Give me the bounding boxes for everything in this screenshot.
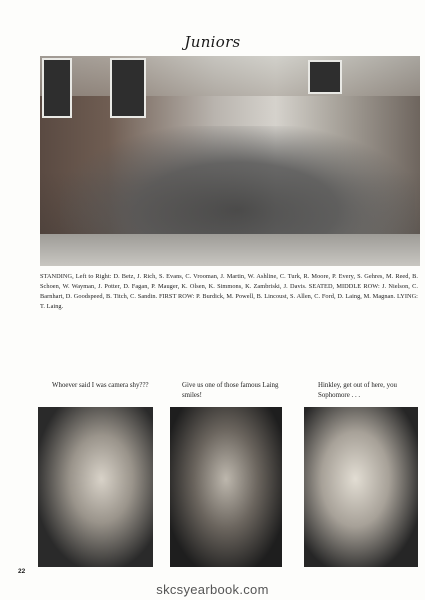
building-window [42, 58, 72, 118]
photo-background [40, 56, 420, 96]
candid-photo-2 [170, 407, 282, 567]
page-number: 22 [18, 568, 26, 575]
candid-caption-3: Hinkley, get out of here, you Sophomore . . . [318, 382, 397, 399]
candid-caption-1: Whoever said I was camera shy??? [52, 382, 149, 389]
candid-caption-2: Give us one of those famous Laing smiles! [182, 382, 279, 399]
page-margin [425, 0, 440, 600]
candid-photo-1 [38, 407, 153, 567]
watermark: skcsyearbook.com [156, 582, 269, 597]
section-heading: Juniors [184, 33, 241, 51]
photo-ground [40, 234, 420, 266]
group-photo [40, 56, 420, 266]
candid-photo-3 [304, 407, 418, 567]
building-window [110, 58, 146, 118]
group-photo-caption: STANDING, Left to Right: D. Betz, J. Rich, S. Evans, C. Vrooman, J. Martin, W. Ashline, C. Turk, R. Moore, P. Every, S. Gehres, M. Reed, B. Schoen, W. Wayman, J. Potter, D. Fagan, P. Mauger, K. Olsen, K. Simmons, K. Zambriski, J. Davis. SEATED, MIDDLE ROW: J. Nielson, C. Barnhart, D. Goodspeed, B. Titch, C. Sandin. FIRST ROW: P. Burdick, M. Powell, B. Lincoust, S. Allen, C. Ford, D. Laing, M. Magnan. LYING: T. Laing. [40, 273, 418, 310]
building-window [308, 60, 342, 94]
